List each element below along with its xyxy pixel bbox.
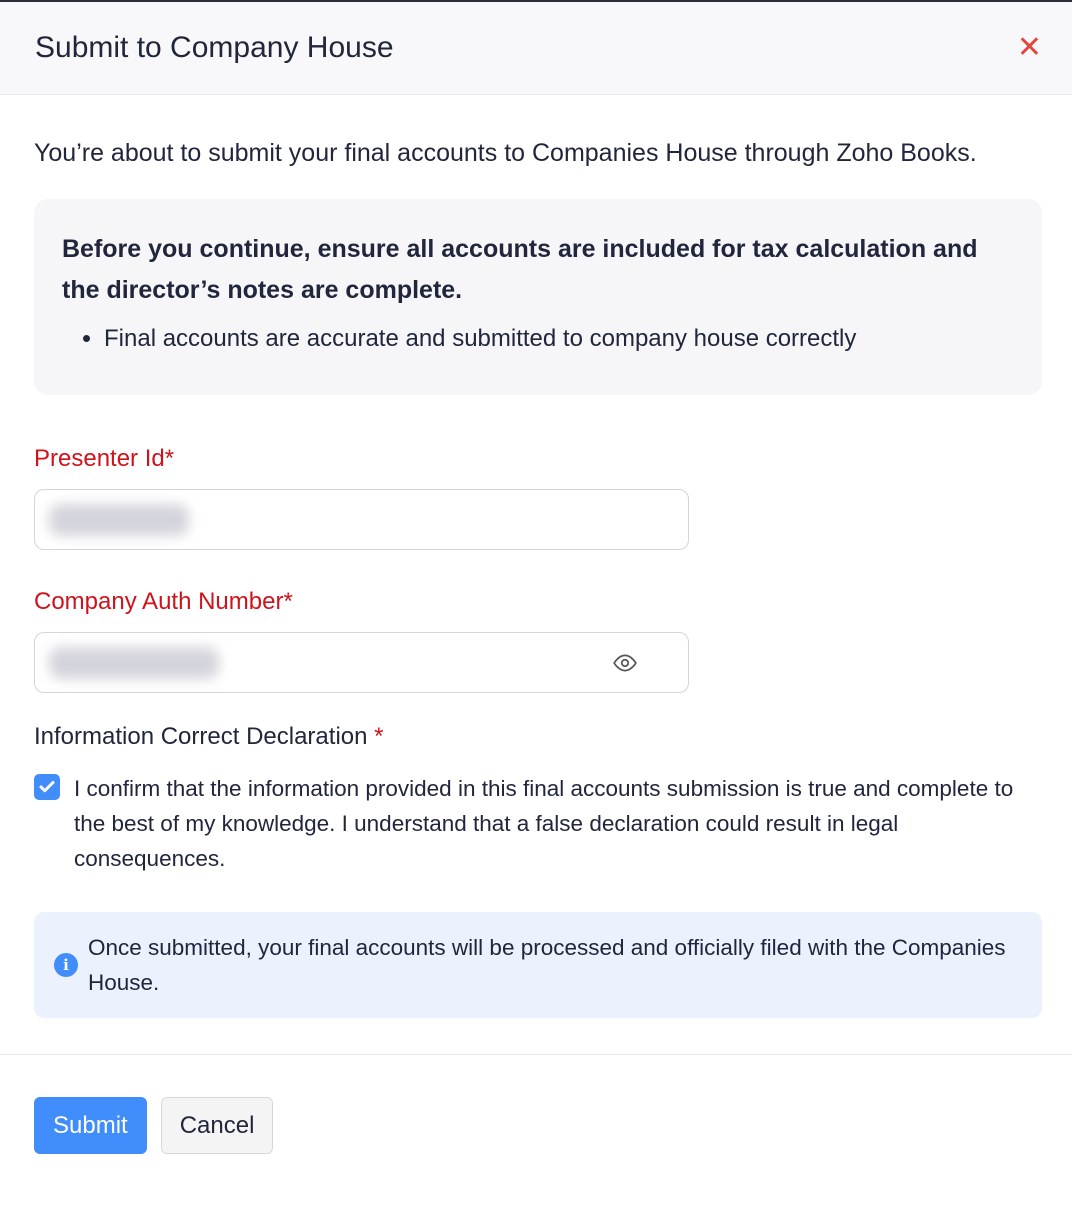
declaration-checkbox[interactable] <box>34 774 60 800</box>
redacted-value <box>49 504 189 536</box>
info-icon: i <box>54 953 78 977</box>
declaration-label-text: Information Correct Declaration <box>34 723 368 750</box>
submit-button[interactable]: Submit <box>34 1097 147 1154</box>
dialog-body <box>0 133 1072 1018</box>
declaration-row <box>34 771 1042 876</box>
declaration-text: I confirm that the information provided in this final accounts submission is true and complete to the best of my knowledge. I understand that a false declaration could result in legal consequences. <box>74 776 1014 871</box>
declaration-label <box>34 723 1042 751</box>
required-mark: * <box>374 723 384 750</box>
checkmark-icon <box>38 778 56 796</box>
close-icon[interactable]: ✕ <box>1016 31 1042 64</box>
dialog-header <box>0 2 1072 95</box>
notice-bullet: • Final accounts are accurate and submitted to company house correctly <box>104 321 1014 357</box>
presenter-id-label: Presenter Id* <box>34 445 175 472</box>
info-text: Once submitted, your final accounts will be processed and officially filed with the Companies House. <box>88 935 1006 995</box>
dialog-title: Submit to Company House <box>35 31 394 64</box>
info-banner <box>34 912 1042 1018</box>
intro-text: You’re about to submit your final accounts to Companies House through Zoho Books. <box>34 139 977 167</box>
dialog-footer <box>0 1055 1072 1196</box>
redacted-value <box>49 647 219 679</box>
notice-list <box>62 321 1014 357</box>
company-auth-input[interactable] <box>34 632 689 693</box>
notice-box <box>34 199 1042 395</box>
eye-icon[interactable] <box>612 650 638 681</box>
notice-heading: Before you continue, ensure all accounts are included for tax calculation and the director’s notes are complete. <box>62 235 978 304</box>
presenter-id-input[interactable] <box>34 489 689 550</box>
cancel-button[interactable]: Cancel <box>161 1097 274 1154</box>
company-auth-label: Company Auth Number* <box>34 588 293 615</box>
